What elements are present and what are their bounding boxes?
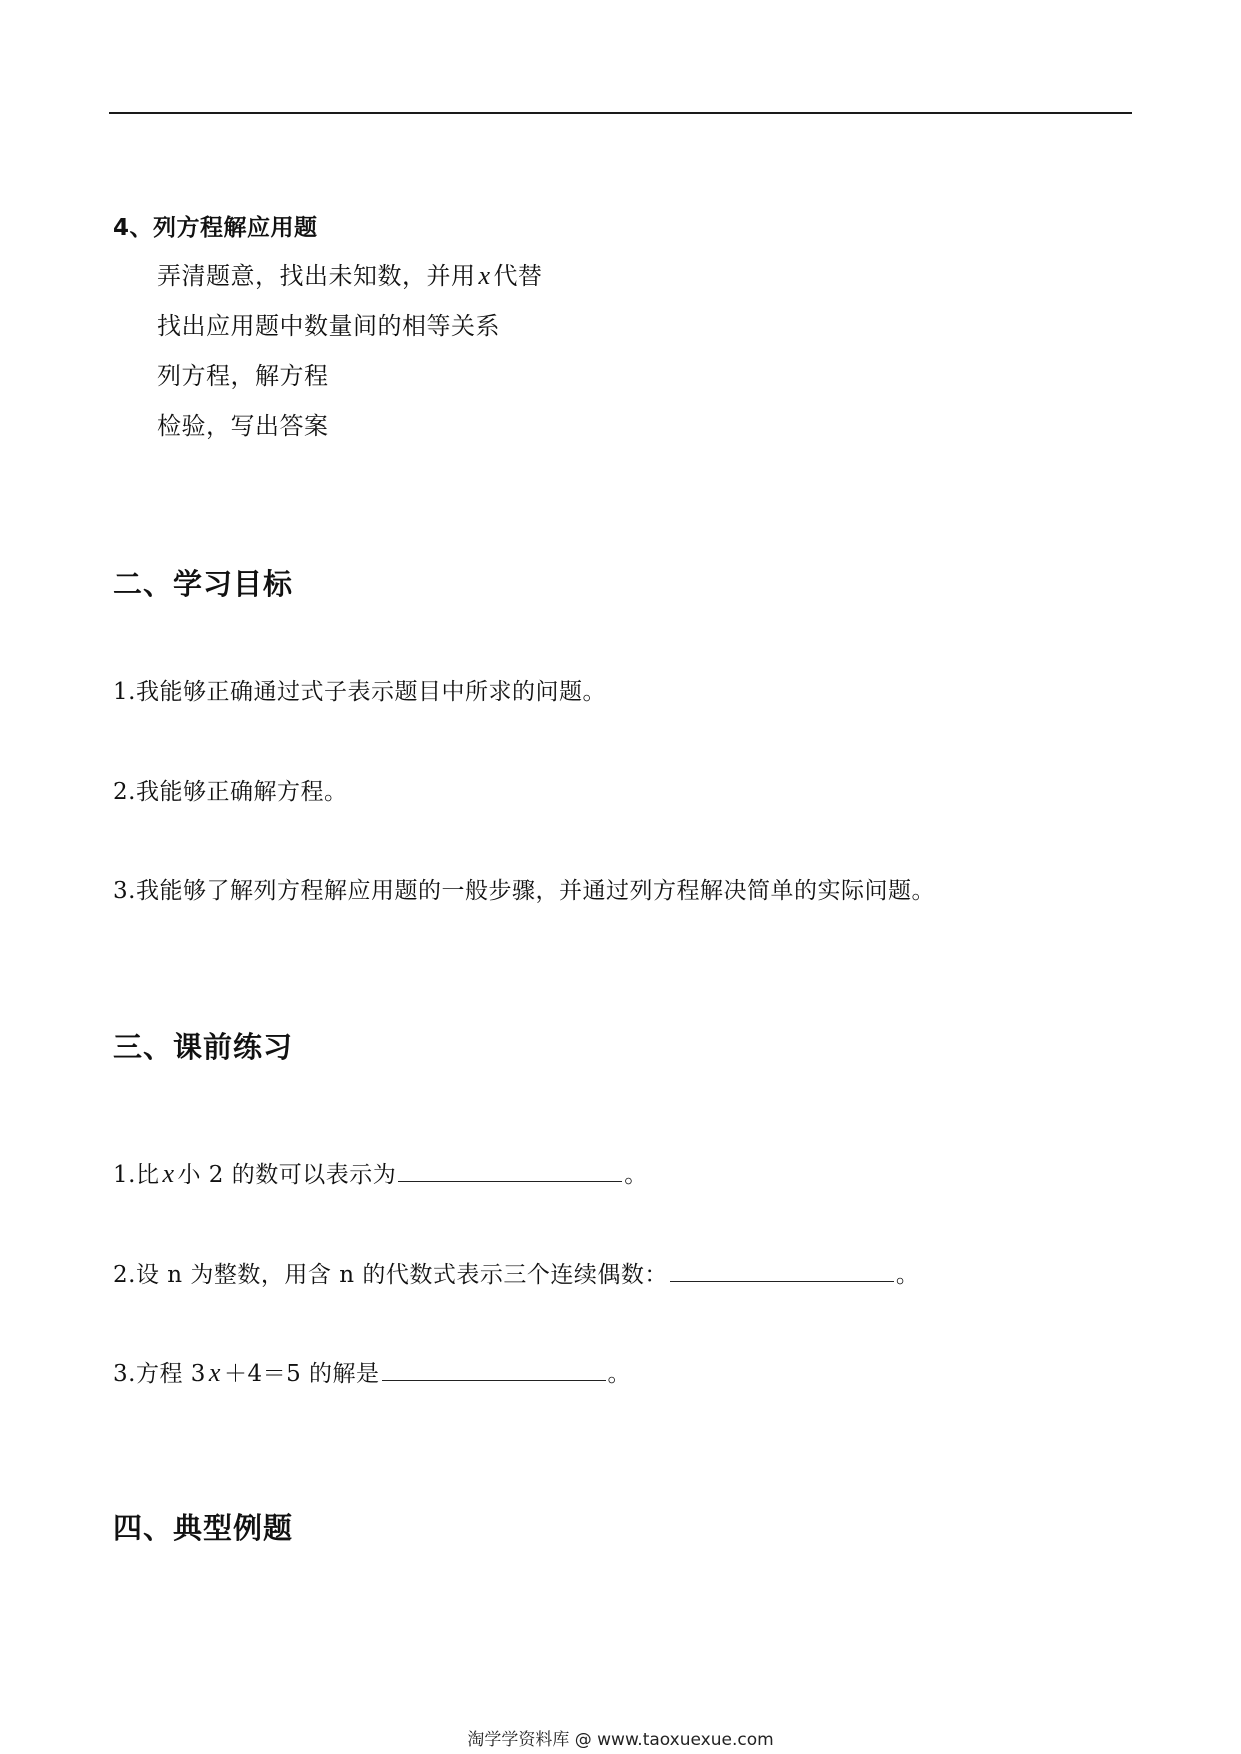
q1-end: 。 bbox=[624, 1162, 648, 1188]
q3-text: ＋4＝5 的解是 bbox=[223, 1361, 380, 1387]
practice-question-3 bbox=[113, 1354, 631, 1388]
objective-item-3: 3.我能够了解列方程解应用题的一般步骤，并通过列方程解决简单的实际问题。 bbox=[113, 878, 935, 904]
answer-blank-1[interactable] bbox=[398, 1155, 622, 1182]
objectives-heading: 二、学习目标 bbox=[113, 567, 294, 601]
q3-end: 。 bbox=[607, 1361, 632, 1387]
section-4-title: 4、列方程解应用题 bbox=[113, 215, 318, 241]
q2-text: 2.设 n 为整数，用含 n 的代数式表示三个连续偶数： bbox=[113, 1262, 668, 1288]
step-2: 找出应用题中数量间的相等关系 bbox=[157, 312, 500, 340]
q1-text: 小 2 的数可以表示为 bbox=[177, 1162, 397, 1188]
step-1-before: 弄清题意，找出未知数，并用 bbox=[157, 262, 476, 290]
header-rule bbox=[109, 112, 1132, 114]
objective-item-2: 2.我能够正确解方程。 bbox=[113, 779, 348, 805]
step-1-after: 代替 bbox=[493, 262, 543, 290]
step-4: 检验，写出答案 bbox=[157, 412, 329, 440]
answer-blank-3[interactable] bbox=[382, 1354, 606, 1381]
q3-prefix: 3.方程 3 bbox=[113, 1361, 206, 1387]
practice-heading: 三、课前练习 bbox=[113, 1030, 294, 1064]
variable-x: x bbox=[478, 261, 491, 290]
objective-item-1: 1.我能够正确通过式子表示题目中所求的问题。 bbox=[113, 679, 606, 705]
step-1 bbox=[157, 256, 543, 291]
practice-question-1 bbox=[113, 1155, 648, 1189]
variable-x: x bbox=[208, 1358, 221, 1387]
examples-heading: 四、典型例题 bbox=[113, 1511, 294, 1545]
q1-prefix: 1.比 bbox=[113, 1162, 160, 1188]
q2-end: 。 bbox=[895, 1262, 920, 1288]
variable-x: x bbox=[162, 1159, 175, 1188]
footer-watermark: 淘学学资料库 @ www.taoxuexue.com bbox=[467, 1730, 774, 1750]
answer-blank-2[interactable] bbox=[670, 1255, 894, 1282]
practice-question-2 bbox=[113, 1255, 919, 1289]
step-3: 列方程，解方程 bbox=[157, 362, 329, 390]
